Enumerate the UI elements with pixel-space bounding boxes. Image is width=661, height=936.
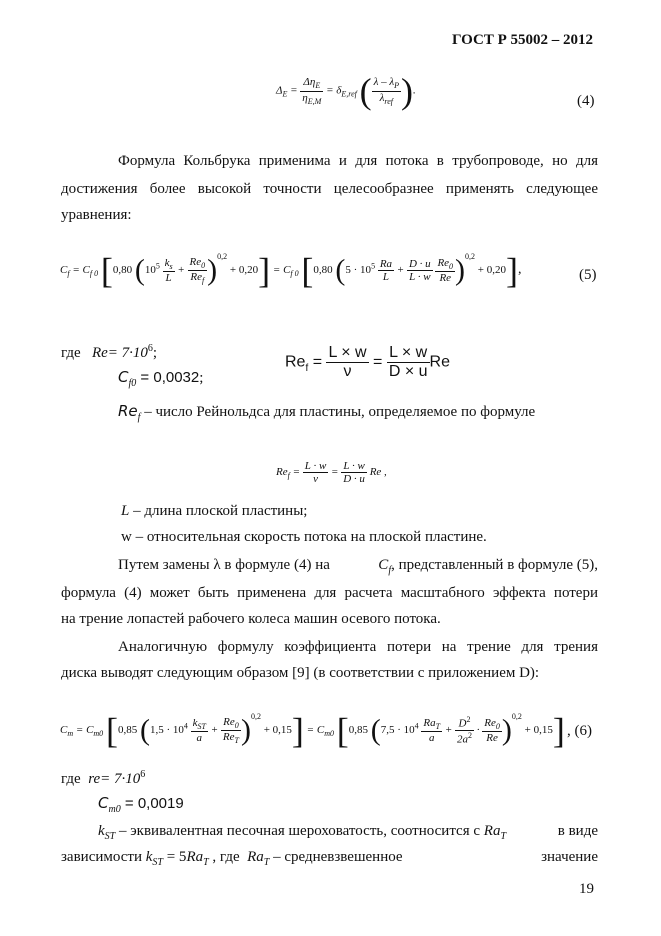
ref-big-num2: L × w [387,344,430,363]
ref-symbol: Re [118,402,138,420]
kst-line [98,822,598,846]
eq6-left-paren2: ( [370,713,381,747]
eq4-frac1-num: Δη [303,76,316,89]
eq5-c020-b: + 0,20 [477,264,507,276]
eq5-ks-sub: s [169,262,173,272]
where2-re-exp: 6 [140,769,146,780]
def-w-line: w – относительная скорость потока на плоской пластине. [121,529,487,545]
eq6-right-paren2: ) [501,713,512,747]
eq5-frac-du-lw [407,258,433,283]
eq6-c75: 7,5 · 10 [380,724,415,736]
ref-big-lhs: Re [285,353,306,371]
eq5-tail: , [518,262,522,277]
eq5-re0: Re [189,255,202,268]
eq4-frac2-num-sub2: P [394,81,400,91]
eq6-exp4-b: 4 [414,721,419,731]
eq4-end: . [413,84,416,97]
eq6-cm: C [60,724,68,736]
eq6-frac-re0-re [482,717,502,744]
eq5-re0-b: Re [437,256,450,269]
eq6-cm0-sub-b: m0 [324,729,334,739]
eq5-right-paren1: ) [207,253,218,287]
eq5-left-bracket1: [ [100,250,113,291]
eq4-delta: δ [336,84,342,97]
dep-k: k [145,849,153,865]
where2-label: где [61,771,81,787]
where1-re-exp: 6 [147,343,153,354]
eq6-2a: 2a [457,733,469,746]
eqref-den2: D · u [343,473,365,485]
para1-line2: достижения более высокой точности целесообразнее применять следующее [61,181,598,197]
para2-line2: формула (4) может быть применена для расчета масштабного эффекта потери [61,585,598,601]
ref-big-den1: ν [343,363,352,380]
eq5-frac-re0-ref [188,256,208,285]
eq6-cm0-sub: m0 [93,729,104,739]
eq6-pow2: 0,2 [511,712,522,721]
eq5-cf0-sub-b: f 0 [290,269,299,279]
eq6-re0-b: Re [484,716,496,729]
eq6-c085-b: 0,85 [348,724,368,736]
cf0-symbol-sub: f0 [128,378,137,389]
eq6-cm0-b: C [316,724,325,736]
eq6-ret-sub: T [234,736,239,746]
rat-symbol: Ra [483,823,501,839]
eq6-d: D [458,717,467,730]
eq5-right-paren2: ) [455,253,466,287]
eq5-pow2: 0,2 [465,252,476,261]
eq5-five: 5 · 10 [345,264,372,276]
ref-big-frac1 [326,344,368,381]
eq5-left-bracket2: [ [301,250,314,291]
eq6-re0: Re [223,715,235,728]
para2-cf-symbol: C [378,557,389,573]
document-header: ГОСТ Р 55002 – 2012 [452,32,594,48]
eq6-rat: Ra [423,716,436,729]
dep-text-a: зависимости [61,849,142,865]
eqref-tail: Re , [369,466,387,479]
dep-ra2-sub: T [263,857,270,868]
eq5-ra: Ra [379,257,393,270]
equation-4: $\Delta_E$ = $\frac{\Delta\eta_E}{\eta_{E,M}}$ = $\delta_{E,ref}$ ( $\frac{\lambda - \lambda_P}{\lambda_{ref}}$ ). [276,71,416,111]
eq6-frac-rat-a [421,717,442,744]
eq5-frac-ks-L [163,257,175,284]
eq5-lw: L · w [409,270,431,283]
ref-big-lhs-sub: f [305,362,309,374]
eq5-re0-sub: 0 [201,260,206,270]
cm0-symbol-sub: m0 [108,804,121,815]
eqref-lhs: Re [276,466,288,479]
where2-line [61,766,145,788]
para2-cf-sub: f [388,565,392,576]
ref-definition-line [118,402,535,427]
kst-symbol-sub: ST [104,831,116,842]
dependency-line [61,848,598,872]
eq6-c015-b: + 0,15 [524,724,553,736]
eq4-lhs: Δ [276,84,283,97]
eq4-frac1 [300,76,323,105]
para2-line3: на трение лопастей рабочего колеса машин осевого потока. [61,611,441,627]
eq4-right-paren: ) [401,71,414,111]
dep-k-sub: ST [152,857,163,868]
eq4-frac1-den-sub: E,M [307,96,322,106]
eq5-du: D · u [408,257,431,270]
eqref-lhs-sub: f [287,471,290,481]
eq6-re0-sub-b: 0 [495,722,500,732]
ref-big-tail: Re [429,353,450,371]
dep-eq: = 5 [162,849,187,865]
eq6-left-bracket2: [ [336,710,349,751]
eqref-frac1 [303,460,329,485]
ref-big-formula: $Re_f$ = $\frac{L \times w}{\nu}$ = $\frac{L \times w}{D \times u}$ Re [285,344,450,380]
dep-ra: Ra [186,849,204,865]
eq5-cf0-sub: f 0 [89,269,99,279]
para3-line2: диска выводят следующим образом [9] (в соответствии с приложением D): [61,665,540,681]
eq5-L: L [165,272,172,285]
eq4-frac1-den: η [302,91,308,104]
where1-line [61,340,157,362]
para1-line3: уравнения: [61,207,132,223]
page-number: 19 [579,881,594,897]
kst-text-end: в виде [557,823,598,839]
eq5-right-bracket2: ] [506,250,519,291]
eq4-lhs-sub: E [282,89,288,99]
rat-symbol-sub: T [500,831,507,842]
eq4-delta-sub: E,ref [341,89,357,99]
kst-symbol: k [98,823,105,839]
eq5-ks: k [164,256,170,269]
equation-6-number: , (6) [567,723,592,739]
where2-re-def: re= 7·10 [88,771,141,787]
eq5-L-b: L [382,270,389,283]
def-L-line [121,502,307,520]
eq6-d-exp: 2 [466,715,471,725]
eq5-frac-re0-re [435,257,455,284]
eq6-c015-a: + 0,15 [263,724,292,736]
equation-ref: $Re_f$ = $\frac{L \cdot w}{\nu}$ = $\frac{L \cdot w}{D \cdot u}$ Re , [276,460,387,485]
eq5-ref-sub: f [202,276,205,286]
eq5-left-paren1: ( [134,253,145,287]
dep-ra2: Ra [247,849,264,865]
eq6-left-paren1: ( [139,713,150,747]
eq6-ret: Re [222,730,235,743]
eq6-right-bracket2: ] [552,710,565,751]
eq5-exp5: 5 [155,261,160,271]
ref-symbol-sub: f [137,412,141,423]
eq4-left-paren: ( [359,71,372,111]
eq5-cf: C [60,264,68,276]
cm0-symbol: C [98,794,109,812]
eq6-frac-kst-a [191,717,208,744]
eq6-frac-re0-ret [221,716,241,745]
eq5-exp5-b: 5 [371,261,376,271]
cf0-value-line [118,368,203,393]
eq6-a: a [196,732,203,745]
dep-text-b: , где [208,849,240,865]
eq6-cm-sub: m [67,729,74,739]
eqref-num2: L · w [341,460,367,473]
eq6-re0-sub: 0 [234,720,239,730]
eq5-c080-b: 0,80 [313,264,333,276]
eq5-frac-ra-L [378,258,394,283]
cm0-value-line [98,794,184,819]
dep-text-c: – средневзвешенное [269,849,403,865]
ref-big-num1: L × w [328,344,367,361]
dep-ra-sub: T [203,857,209,868]
where1-label: где [61,345,81,361]
eq5-ten5: 10 [144,264,156,276]
equation-5: $C_f = C_{f 0}$ [0,80 ($10^5$ $\frac{k_s}{L}$ + $\frac{Re_0}{Re_f}$ )$^{0,2} + 0,20] = C_{f 0}$ [0,80 ($5 \cdot 10^5$ $\frac{Ra}{L}$ + $\frac{D \cdot u}{L \cdot w}$ $\frac{Re_0}{Re}$ )$^{0,2}$ + 0,20], [60,250,522,291]
para2-line1 [118,556,598,580]
eq6-c085: 0,85 [117,724,138,736]
eqref-frac2 [341,460,367,485]
cm0-rest: = 0,0019 [120,795,184,812]
eq6-kst: k [192,716,198,729]
def-L-symbol: L [121,503,130,519]
equation-4-number: (4) [577,93,595,109]
eq6-a-b: a [429,732,435,745]
para3-line1: Аналогичную формулу коэффициента потери на трение для трения [118,639,598,655]
eq5-re: Re [439,272,452,285]
eq6-frac-d2-2a2 [455,715,474,745]
dep-text-d: значение [541,849,598,865]
eq4-frac2-den-sub: ref [384,96,394,106]
eq5-left-paren2: ( [335,253,346,287]
para1-line1: Формула Кольбрука применима и для потока в трубопроводе, но для [118,153,598,169]
cf0-rest: = 0,0032 [136,369,200,386]
eq5-cf0-b: C [283,264,291,276]
eq6-re: Re [486,732,498,745]
eq5-re0-sub-b: 0 [449,262,454,272]
eq6-left-bracket1: [ [105,710,118,751]
def-L-text: – длина плоской пластины; [129,503,308,519]
eq6-2a-exp: 2 [468,730,473,740]
eq5-cf0: C [82,264,90,276]
eq5-pow1: 0,2 [217,252,228,261]
cf0-semi: ; [199,370,204,386]
eq5-cf-sub: f [67,269,70,279]
eq6-right-bracket1: ] [291,710,304,751]
para2-line1-a: Путем замены λ в формуле (4) на [118,557,330,573]
eq4-frac2-den: λ [379,91,385,104]
where1-re-def: Re= 7·10 [91,345,148,361]
kst-text: – эквивалентная песочная шероховатость, соотносится с [115,823,481,839]
eqref-den1: ν [313,473,318,485]
cf0-symbol: C [118,368,129,386]
eq5-ref: Re [190,270,203,283]
eq6-pow1: 0,2 [250,712,261,721]
eq5-c020-a: + 0,20 [229,264,259,276]
ref-big-frac2 [387,344,430,381]
eq6-c15: 1,5 · 10 [149,724,184,736]
eq6-cm0: C [86,724,94,736]
eq6-kst-sub: ST [197,722,206,732]
eq6-rat-sub: T [435,722,441,732]
eq6-exp4: 4 [183,721,188,731]
para2-line1-rest: , представленный в формуле (5), [391,557,598,573]
eq6-right-paren1: ) [240,713,251,747]
eq5-right-bracket1: ] [258,250,271,291]
eqref-num1: L · w [304,460,327,472]
eq4-frac1-num-sub: E [315,81,321,91]
eq4-frac2-num: λ [373,76,379,89]
ref-big-den2: D × u [388,363,428,380]
eq4-frac2-minus: – λ [378,76,395,89]
eq4-frac2 [372,76,401,105]
eq5-c080: 0,80 [112,264,133,276]
equation-5-number: (5) [579,267,597,283]
equation-6: $C_m = C_{m0}$ [0,85 ($1,5 \cdot 10^4$ $\frac{k_{ST}}{a}$ + $\frac{Re_0}{Re_T}$ )$^{0,2} + 0,15] = C_{m0}$ [0,85 ($7,5 \cdot 10^4$ $\frac{Ra_T}{a}$ + $\frac{D^2}{2a^2}$ · $\frac{Re_0}{Re}$ )$^{0,2}$ + 0,15] [60,710,565,751]
ref-text: – число Рейнольдса для пластины, определяемое по формуле [140,404,536,420]
where1-semi: ; [152,345,158,361]
